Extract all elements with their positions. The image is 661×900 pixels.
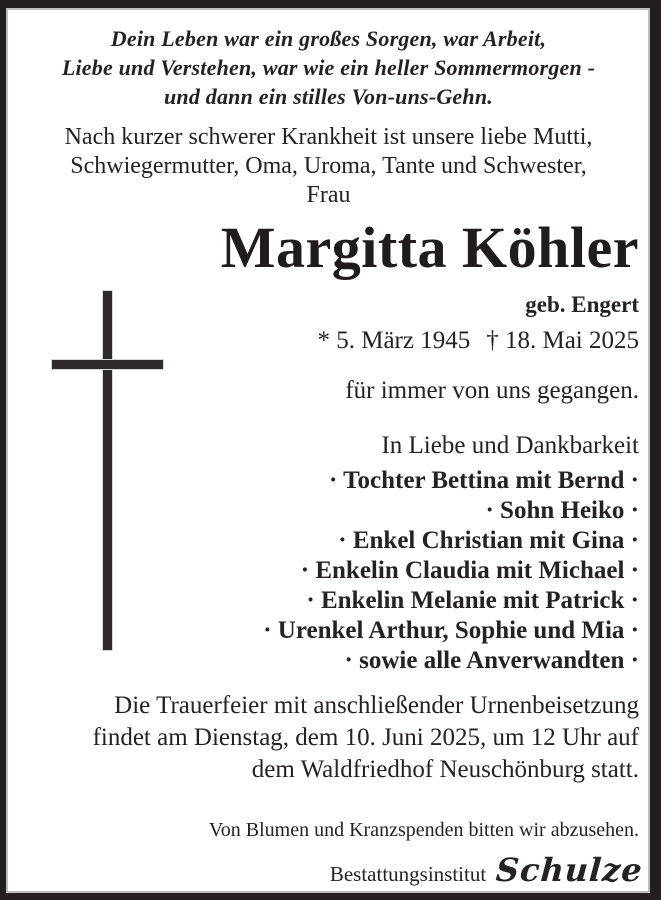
- birth-date: * 5. März 1945: [317, 327, 471, 354]
- intro-text: [10, 123, 647, 210]
- epigraph-line-3: und dann ein stilles Von-uns-Gehn.: [164, 84, 493, 109]
- mourner-great-grandchildren: · Urenkel Arthur, Sophie und Mia ·: [263, 617, 639, 644]
- funeral-line-1: Die Trauerfeier mit anschließender Urnenbeisetzung: [114, 692, 639, 719]
- closing-line: In Liebe und Dankbarkeit: [381, 432, 639, 459]
- mourner-granddaughter-claudia: · Enkelin Claudia mit Michael ·: [300, 557, 639, 584]
- life-dates: [30, 327, 639, 354]
- mourners-list: [30, 466, 639, 676]
- epigraph: [10, 24, 647, 111]
- cross-icon-bar: [52, 360, 163, 369]
- mourner-grandson: · Enkel Christian mit Gina ·: [338, 527, 639, 554]
- maiden-name: geb. Engert: [525, 292, 639, 317]
- funeral-line-2: findet am Dienstag, dem 10. Juni 2025, um 12 Uhr auf: [92, 724, 639, 751]
- intro-line-1: Nach kurzer schwerer Krankheit ist unsere liebe Mutti,: [64, 124, 593, 150]
- funeral-info: [30, 690, 639, 786]
- mourner-son: · Sohn Heiko ·: [485, 497, 639, 524]
- intro-line-3: Frau: [306, 182, 351, 208]
- flowers-note: Von Blumen und Kranzspenden bitten wir abzusehen.: [208, 819, 639, 841]
- funeral-line-3: dem Waldfriedhof Neuschönburg statt.: [251, 756, 639, 783]
- intro-line-2: Schwiegermutter, Oma, Uroma, Tante und Schwester,: [70, 153, 587, 179]
- undertaker-signature: [30, 851, 643, 889]
- cross-icon: [103, 291, 112, 650]
- mourner-relatives: · sowie alle Anverwandten ·: [344, 647, 639, 674]
- undertaker-name: Schulze: [494, 851, 645, 889]
- deceased-name: Margitta Köhler: [220, 215, 639, 280]
- epigraph-line-1: Dein Leben war ein großes Sorgen, war Arbeit,: [110, 26, 547, 51]
- undertaker-label: Bestattungsinstitut: [329, 862, 487, 886]
- epigraph-line-2: Liebe und Verstehen, war wie ein heller Sommermorgen -: [61, 55, 596, 80]
- farewell-line: für immer von uns gegangen.: [345, 377, 639, 404]
- mourner-daughter: · Tochter Bettina mit Bernd ·: [329, 467, 639, 494]
- death-date: † 18. Mai 2025: [486, 327, 639, 354]
- mourner-granddaughter-melanie: · Enkelin Melanie mit Patrick ·: [306, 587, 639, 614]
